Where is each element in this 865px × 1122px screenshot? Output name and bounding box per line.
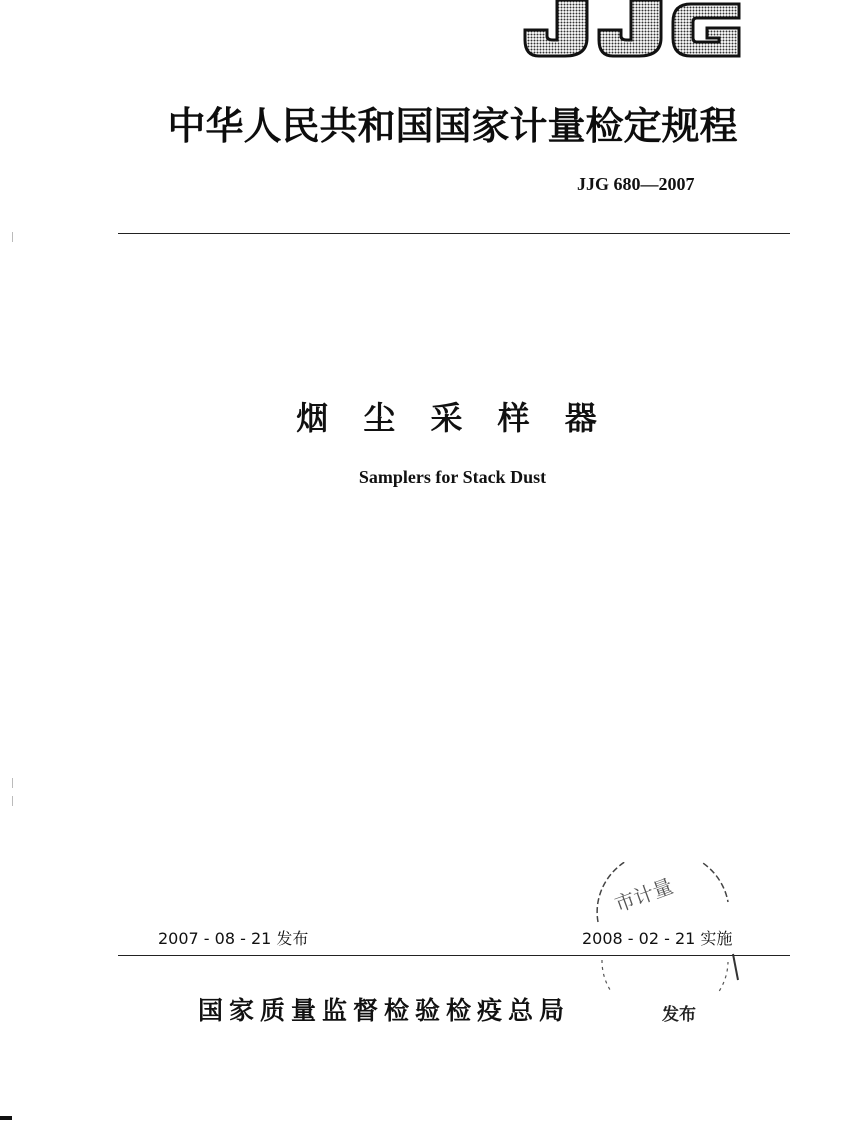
regulation-series-title: 中华人民共和国国家计量检定规程 [167, 103, 738, 148]
issue-date: 2007 - 08 - 21 发布 [158, 929, 309, 948]
publisher-name: 国家质量监督检验检疫总局 [198, 996, 571, 1025]
standard-code: JJG 680—2007 [577, 174, 695, 194]
official-seal [578, 862, 748, 992]
scan-speck [12, 232, 13, 242]
scan-speck [12, 796, 13, 806]
svg-text:市计量: 市计量 [611, 873, 677, 917]
document-title-en: Samplers for Stack Dust [358, 467, 547, 487]
scan-corner-mark [0, 1116, 12, 1120]
document-title-cn: 烟 尘 采 样 器 [296, 399, 609, 437]
implementation-date: 2008 - 02 - 21 实施 [582, 929, 733, 948]
jjg-logo [521, 0, 746, 58]
scan-speck [12, 778, 13, 788]
publisher-suffix: 发布 [662, 1005, 696, 1025]
header-divider [118, 233, 790, 234]
